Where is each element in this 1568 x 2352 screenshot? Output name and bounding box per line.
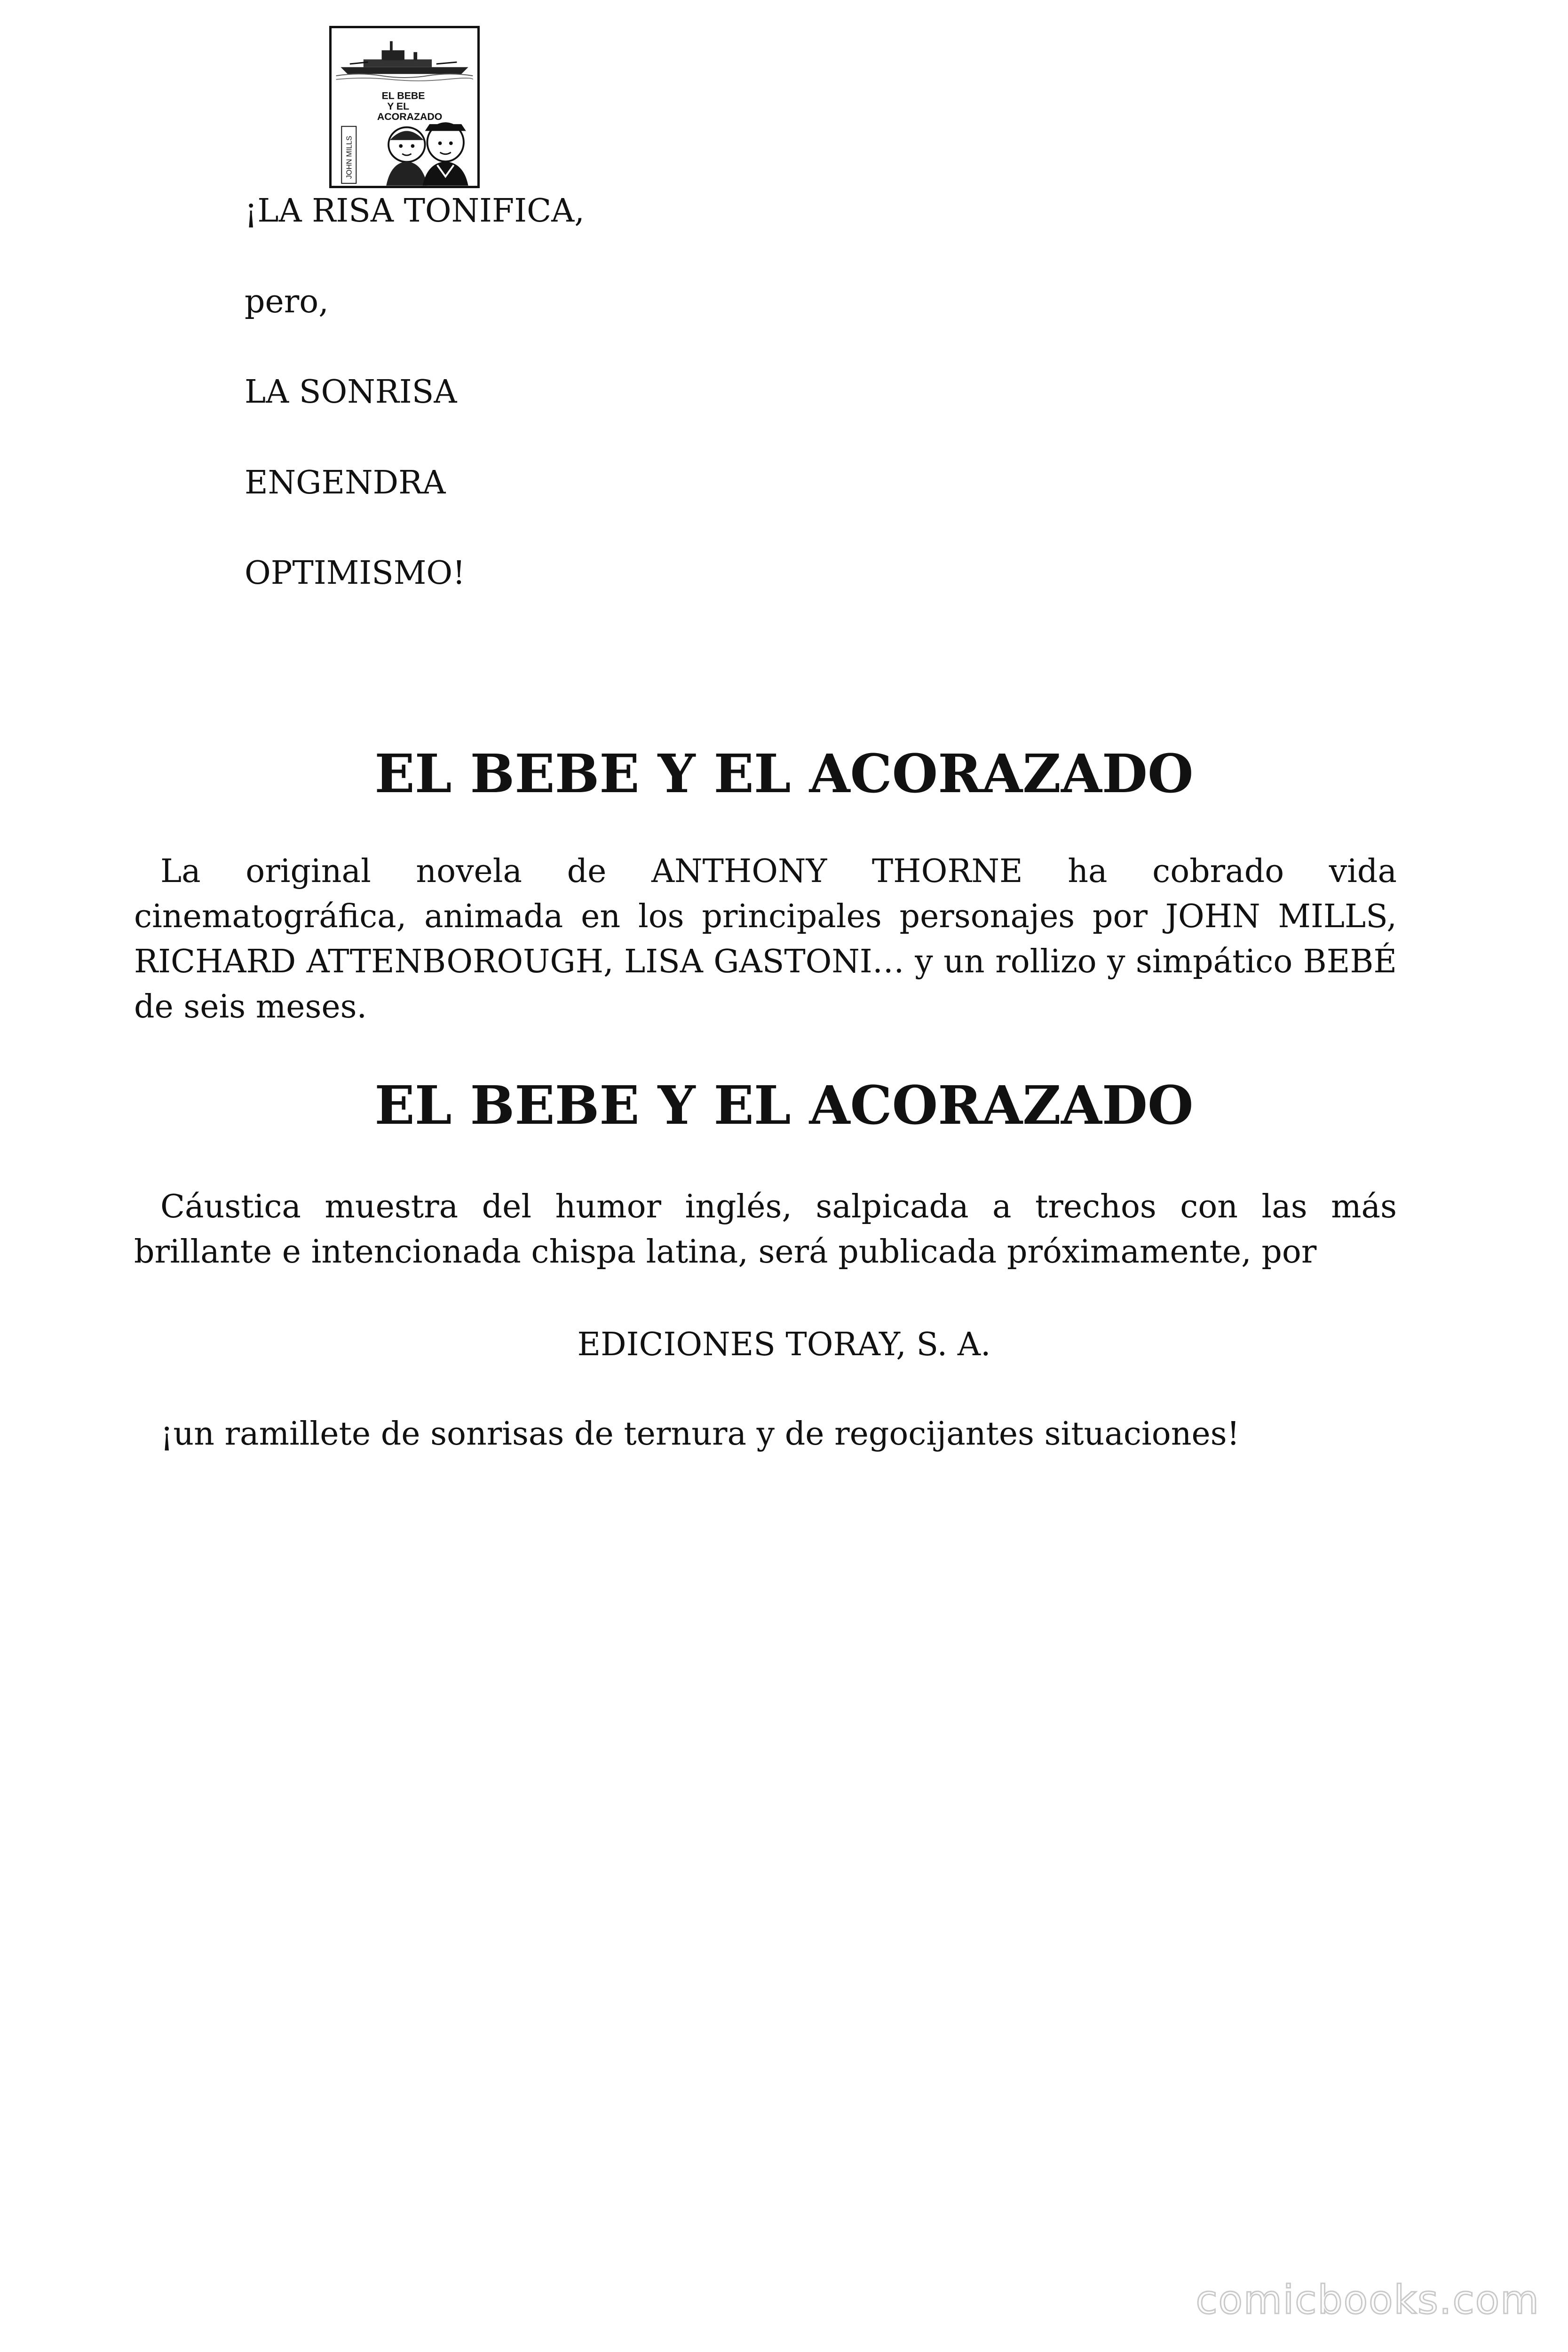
book-cover-thumbnail xyxy=(329,26,480,188)
svg-text:JOHN MILLS: JOHN MILLS xyxy=(345,135,354,179)
section-paragraph-2: Cáustica muestra del humor inglés, salpicada a trechos con las más brillante e intencionada chispa latina, será publicada próximamente, por xyxy=(134,1188,1397,1271)
slogan-line-1: ¡LA RISA TONIFICA, xyxy=(245,192,585,230)
section-paragraph-1: La original novela de ANTHONY THORNE ha cobrado vida cinematográfica, animada en los principales personajes por JOHN MILLS, RICHARD ATTENBOROUGH, LISA GASTONI… y un rollizo y simpático BEBÉ de seis meses. xyxy=(134,853,1397,1025)
closing-line: ¡un ramillete de sonrisas de ternura y de regocijantes situaciones! xyxy=(160,1415,1240,1453)
cover-title-line: EL BEBE xyxy=(381,90,425,102)
slogan-line-3: LA SONRISA xyxy=(245,373,457,411)
cover-spine-label xyxy=(341,127,356,183)
slogan-line-4: ENGENDRA xyxy=(245,464,446,501)
publisher-name: EDICIONES TORAY, S. A. xyxy=(577,1326,991,1363)
cover-figures-illustration xyxy=(386,123,468,186)
cover-title-line: ACORAZADO xyxy=(377,111,443,123)
section-title-1: EL BEBE Y EL ACORAZADO xyxy=(374,743,1194,805)
slogan-line-2: pero, xyxy=(245,283,329,320)
slogan-line-5: OPTIMISMO! xyxy=(245,555,466,592)
battleship-illustration xyxy=(336,41,473,81)
section-title-2: EL BEBE Y EL ACORAZADO xyxy=(374,1075,1194,1136)
cover-title-line: Y EL xyxy=(387,100,410,112)
cover-title-text xyxy=(377,90,442,123)
watermark-text: comicbooks.com xyxy=(1196,2277,1540,2323)
